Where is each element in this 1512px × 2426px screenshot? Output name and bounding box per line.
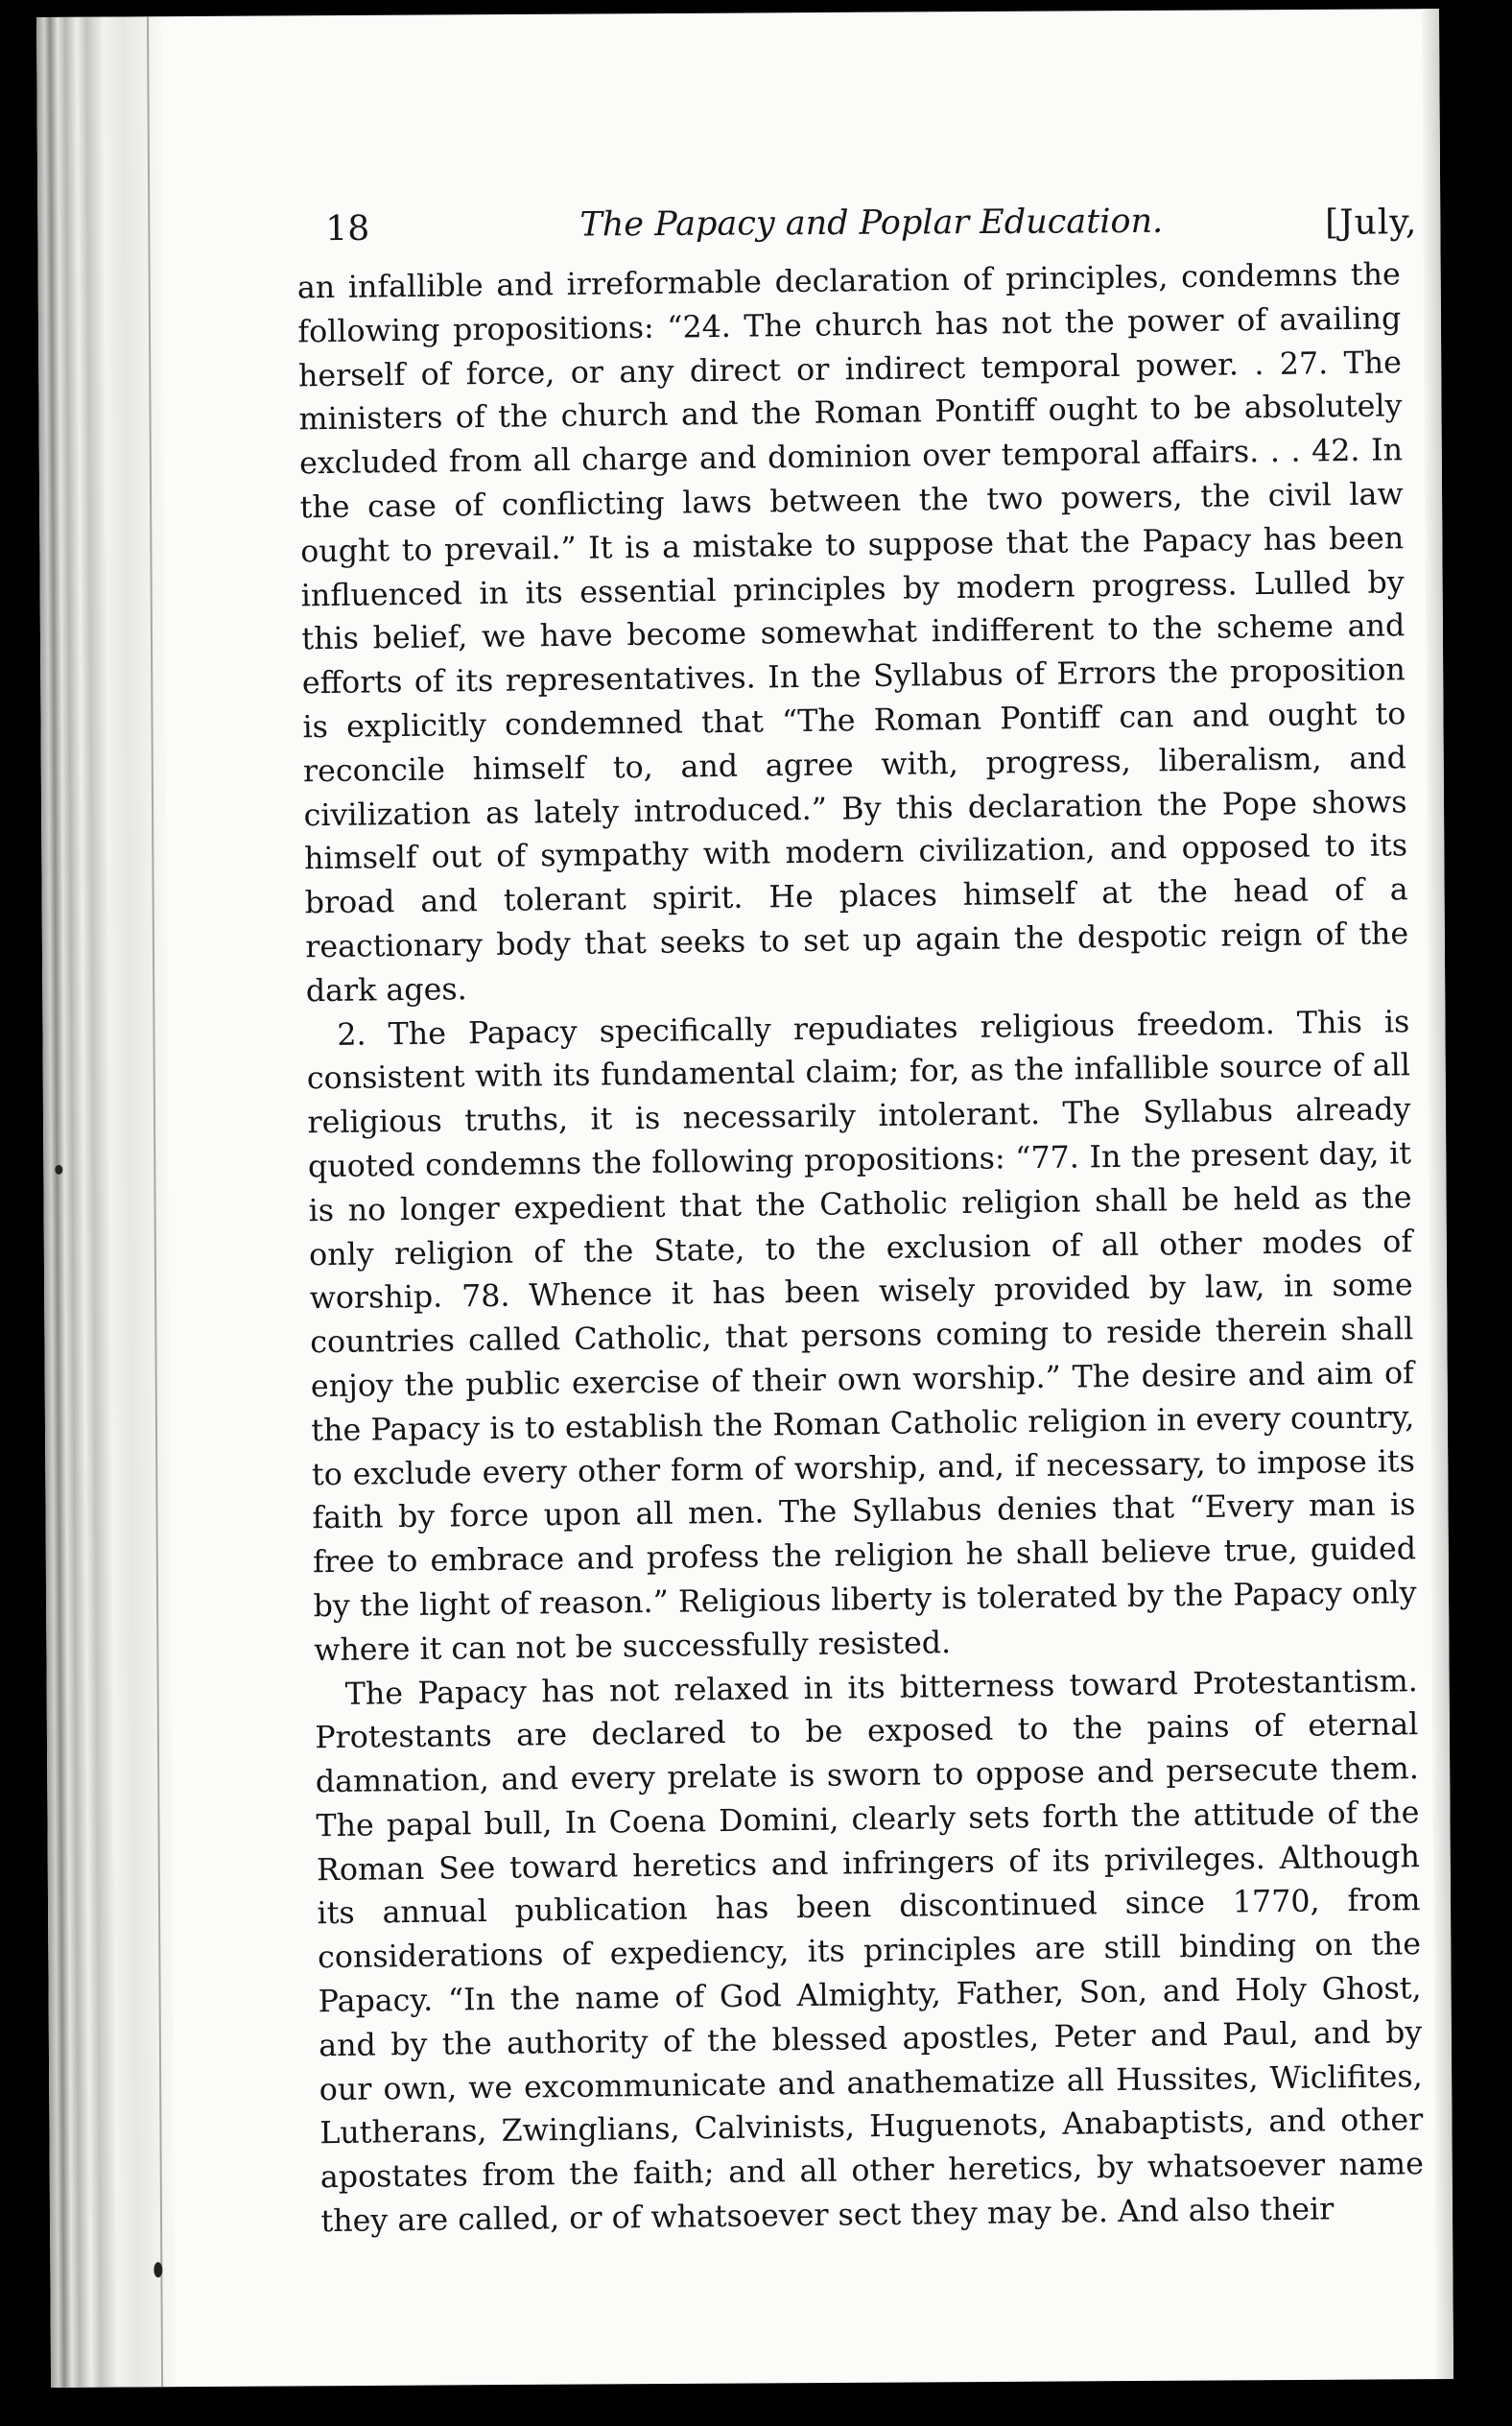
book-page bbox=[36, 9, 1453, 2388]
paragraph-continuation: an infallible and irreformable declaration of principles, condemns the following propositions: “24. The church has not the power of availing herself of force, or any direct or indirect temporal power. . 27. The ministers of the church and the Roman Pontiff ought to be absolutely excluded from all charge and dominion over temporal affairs. . . 42. In the case of conflicting laws between the two powers, the civil law ought to prevail.” It is a mistake to suppose that the Papacy has been influenced in its essential principles by modern progress. Lulled by this belief, we have become somewhat indifferent to the scheme and efforts of its representatives. In the Syllabus of Errors the proposition is explicitly condemned that “The Roman Pontiff can and ought to reconcile himself to, and agree with, progress, liberalism, and civilization as lately introduced.” By this declaration the Pope shows himself out of sympathy with modern civilization, and opposed to its broad and tolerant spirit. He places himself at the head of a reactionary body that seeks to set up again the despotic reign of the dark ages. bbox=[296, 257, 1409, 1010]
running-head-month: [July, bbox=[1325, 202, 1418, 243]
body-text bbox=[297, 253, 1425, 2245]
page-number: 18 bbox=[325, 208, 370, 250]
paragraph-protestantism: The Papacy has not relaxed in its bitterness toward Protestantism. Protestants are declared to be exposed to the pains of eternal damnation, and every prelate is sworn to oppose and persecute them. The papal bull, In Coena Domini, clearly sets forth the attitude of the Roman See toward heretics and infringers of its privileges. Although its annual publication has been discontinued since 1770, from considerations of expediency, its principles are still binding on the Papacy. “In the name of God Almighty, Father, Son, and Holy Ghost, and by the authority of the blessed apostles, Peter and Paul, and by our own, we excommunicate and anathematize all Hussites, Wiclifites, Lutherans, Zwinglians, Calvinists, Huguenots, Anabaptists, and other apostates from the faith; and all other heretics, by whatsoever name they are called, or of whatsoever sect they may be. And also their bbox=[315, 1663, 1425, 2240]
scan-speck bbox=[154, 2262, 162, 2277]
running-head-title: The Papacy and Poplar Education. bbox=[579, 202, 1164, 245]
scan-speck bbox=[55, 1165, 62, 1175]
page-edge-shadow bbox=[1422, 9, 1453, 2379]
paragraph-religious-freedom: 2. The Papacy specifically repudiates religious freedom. This is consistent with its fundamental claim; for, as the infallible source of all religious truths, it is necessarily intolerant. The Syllabus already quoted condemns the following propositions: “77. In the present day, it is no longer expedient that the Catholic religion shall be held as the only religion of the State, to the exclusion of all other modes of worship. 78. Whence it has been wisely provided by law, in some countries called Catholic, that persons coming to reside therein shall enjoy the public exercise of their own worship.” The desire and aim of the Papacy is to establish the Roman Catholic religion in every country, to exclude every other form of worship, and, if necessary, to impose its faith by force upon all men. The Syllabus denies that “Every man is free to embrace and profess the religion he shall believe true, guided by the light of reason.” Religious liberty is tolerated by the Papacy only where it can not be successfully resisted. bbox=[306, 1004, 1417, 1668]
